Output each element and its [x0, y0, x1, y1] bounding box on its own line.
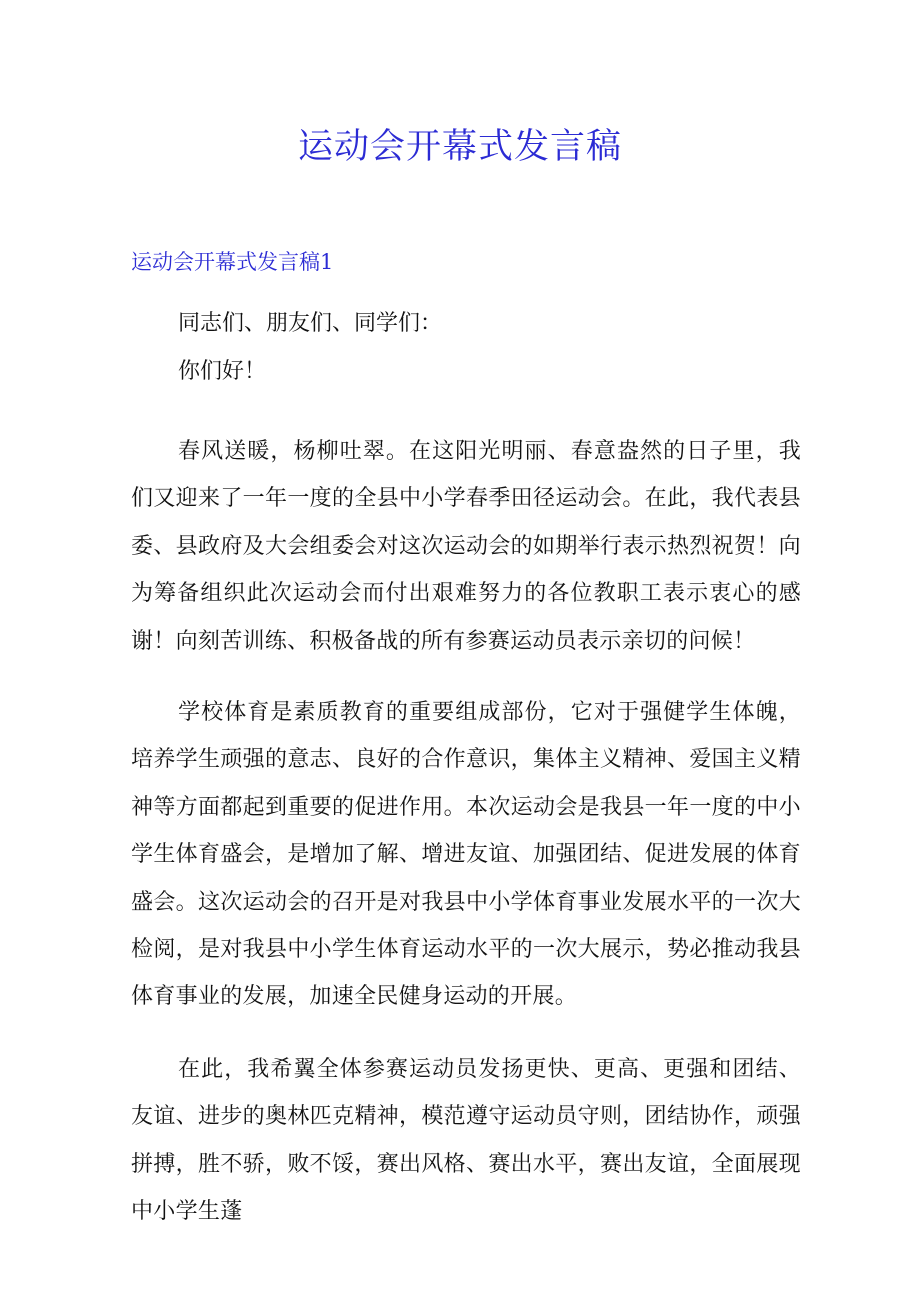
salutation-line: 同志们、朋友们、同学们：: [178, 311, 443, 336]
paragraph-1: 春风送暖，杨柳吐翠。在这阳光明丽、春意盎然的日子里，我们又迎来了一年一度的全县中小学春季田径运动会。在此，我代表县委、县政府及大会组委会对这次运动会的如期举行表示热烈祝贺！向为筹备组织此次运动会而付出艰难努力的各位教职工表示衷心的感谢！向刻苦训练、积极备战的所有参赛运动员表示亲切的问候！: [131, 439, 801, 654]
paragraph-3: 在此，我希翼全体参赛运动员发扬更快、更高、更强和团结、友谊、进步的奥林匹克精神，模范遵守运动员守则，团结协作，顽强拼搏，胜不骄，败不馁，赛出风格、赛出水平，赛出友谊，全面展现中小学生蓬: [131, 1057, 801, 1225]
greeting-line: 你们好！: [178, 359, 267, 384]
paragraph-2: 学校体育是素质教育的重要组成部份，它对于强健学生体魄，培养学生顽强的意志、良好的合作意识，集体主义精神、爱国主义精神等方面都起到重要的促进作用。本次运动会是我县一年一度的中小学生体育盛会，是增加了解、增进友谊、加强团结、促进发展的体育盛会。这次运动会的召开是对我县中小学体育事业发展水平的一次大检阅，是对我县中小学生体育运动水平的一次大展示，势必推动我县体育事业的发展，加速全民健身运动的开展。: [131, 700, 801, 1010]
section-heading: 运动会开幕式发言稿1: [131, 250, 334, 274]
document-title: 运动会开幕式发言稿: [297, 127, 622, 167]
